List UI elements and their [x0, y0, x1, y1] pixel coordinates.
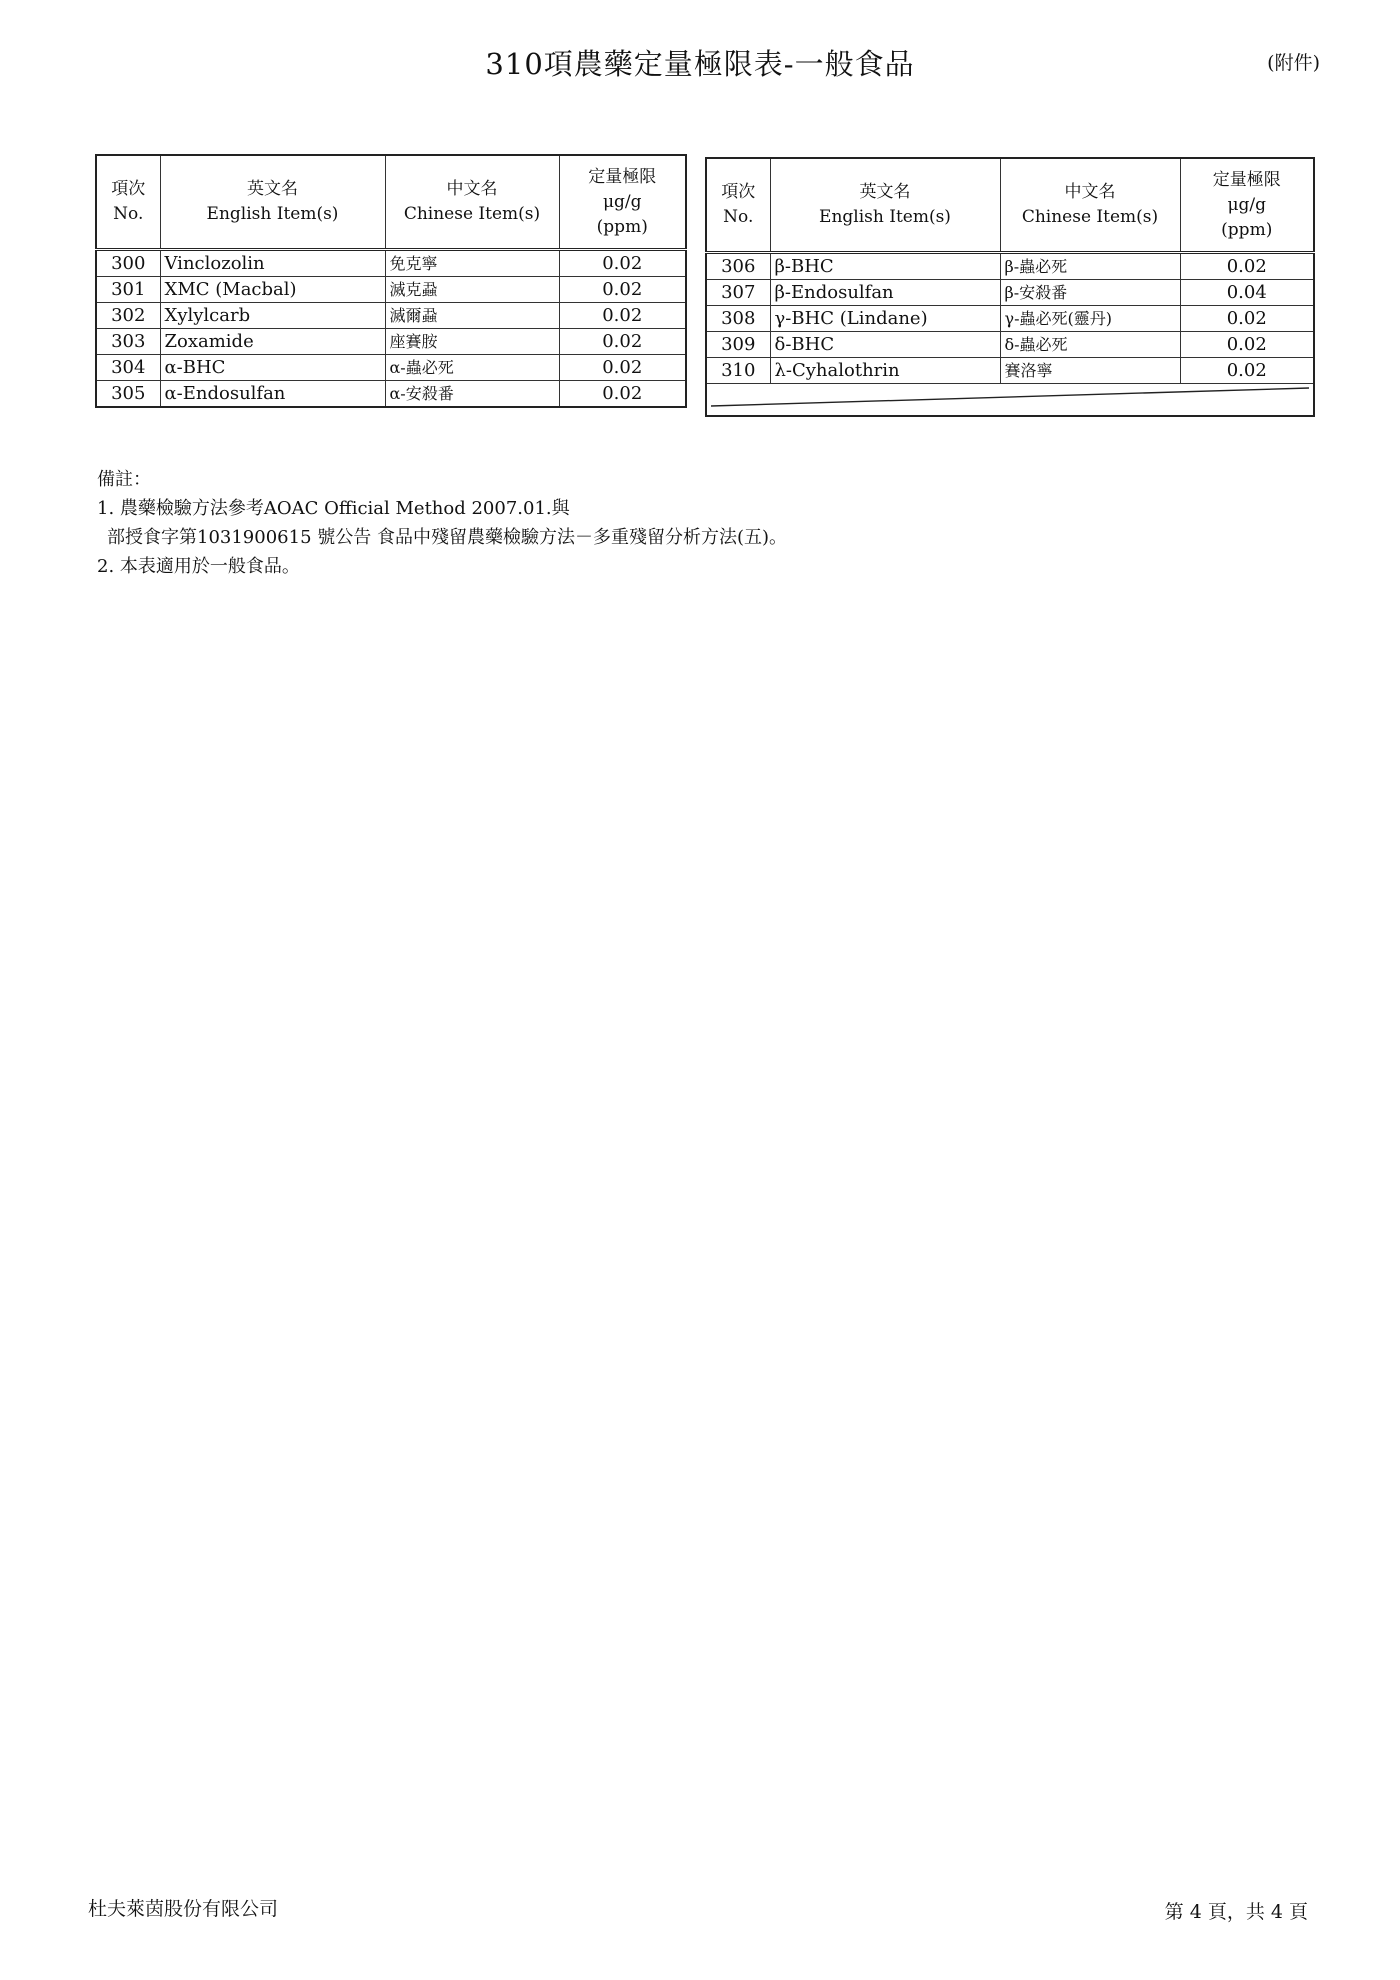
item-no: 306: [706, 253, 770, 280]
attachment-label: (附件): [1267, 52, 1320, 74]
notes-section: [97, 465, 787, 581]
limit-value: 0.02: [559, 303, 686, 329]
item-no: 305: [96, 381, 160, 408]
notes-heading: 備註：: [97, 469, 151, 490]
english-name: α-Endosulfan: [160, 381, 385, 408]
strike-line: [711, 384, 1309, 408]
table-row: [706, 332, 1314, 358]
english-name: XMC (Macbal): [160, 277, 385, 303]
chinese-name: 滅爾蝨: [385, 303, 559, 329]
page-title: 310項農藥定量極限表-一般食品: [485, 47, 915, 81]
blank-strike-cell: [706, 384, 1314, 417]
item-no: 310: [706, 358, 770, 384]
english-name: Vinclozolin: [160, 250, 385, 277]
col-header-no: 項次 No.: [96, 155, 160, 250]
limit-value: 0.02: [1180, 358, 1314, 384]
chinese-name: β-蟲必死: [1000, 253, 1180, 280]
note-2: 2. 本表適用於一般食品。: [97, 556, 300, 577]
chinese-name: β-安殺番: [1000, 280, 1180, 306]
table-row: [706, 253, 1314, 280]
item-no: 304: [96, 355, 160, 381]
col-header-chinese: 中文名 Chinese Item(s): [385, 155, 559, 250]
item-no: 303: [96, 329, 160, 355]
page-number: 第 4 頁，共 4 頁: [1164, 1901, 1308, 1923]
chinese-name: 座賽胺: [385, 329, 559, 355]
table-row: [96, 250, 686, 277]
item-no: 301: [96, 277, 160, 303]
limit-value: 0.02: [1180, 253, 1314, 280]
limit-value: 0.02: [559, 250, 686, 277]
chinese-name: 賽洛寧: [1000, 358, 1180, 384]
english-name: Xylylcarb: [160, 303, 385, 329]
item-no: 307: [706, 280, 770, 306]
table-row: [706, 280, 1314, 306]
col-header-no: 項次 No.: [706, 158, 770, 253]
limit-value: 0.02: [1180, 332, 1314, 358]
limit-value: 0.02: [559, 355, 686, 381]
english-name: γ-BHC (Lindane): [770, 306, 1000, 332]
chinese-name: α-安殺番: [385, 381, 559, 408]
chinese-name: α-蟲必死: [385, 355, 559, 381]
table-row: [96, 355, 686, 381]
english-name: β-Endosulfan: [770, 280, 1000, 306]
table-row: [96, 381, 686, 408]
english-name: δ-BHC: [770, 332, 1000, 358]
lod-table-right: [705, 157, 1315, 417]
col-header-limit: 定量極限 μg/g (ppm): [1180, 158, 1314, 253]
limit-value: 0.04: [1180, 280, 1314, 306]
chinese-name: 滅克蝨: [385, 277, 559, 303]
blank-row: [706, 384, 1314, 417]
item-no: 302: [96, 303, 160, 329]
col-header-chinese: 中文名 Chinese Item(s): [1000, 158, 1180, 253]
english-name: Zoxamide: [160, 329, 385, 355]
table-row: [706, 358, 1314, 384]
limit-value: 0.02: [559, 381, 686, 408]
chinese-name: 免克寧: [385, 250, 559, 277]
english-name: α-BHC: [160, 355, 385, 381]
item-no: 309: [706, 332, 770, 358]
lod-table-left: [95, 154, 687, 408]
note-1-line-2: 部授食字第1031900615 號公告 食品中殘留農藥檢驗方法－多重殘留分析方法(五)。: [107, 527, 788, 548]
chinese-name: δ-蟲必死: [1000, 332, 1180, 358]
english-name: λ-Cyhalothrin: [770, 358, 1000, 384]
limit-value: 0.02: [559, 277, 686, 303]
table-row: [706, 306, 1314, 332]
col-header-english: 英文名 English Item(s): [770, 158, 1000, 253]
table-row: [96, 277, 686, 303]
table-row: [96, 329, 686, 355]
col-header-limit: 定量極限 μg/g (ppm): [559, 155, 686, 250]
limit-value: 0.02: [1180, 306, 1314, 332]
english-name: β-BHC: [770, 253, 1000, 280]
limit-value: 0.02: [559, 329, 686, 355]
table-row: [96, 303, 686, 329]
item-no: 308: [706, 306, 770, 332]
company-name: 杜夫萊茵股份有限公司: [88, 1898, 279, 1920]
item-no: 300: [96, 250, 160, 277]
chinese-name: γ-蟲必死(靈丹): [1000, 306, 1180, 332]
col-header-english: 英文名 English Item(s): [160, 155, 385, 250]
note-1-line-1: 1. 農藥檢驗方法參考AOAC Official Method 2007.01.與: [97, 498, 570, 519]
